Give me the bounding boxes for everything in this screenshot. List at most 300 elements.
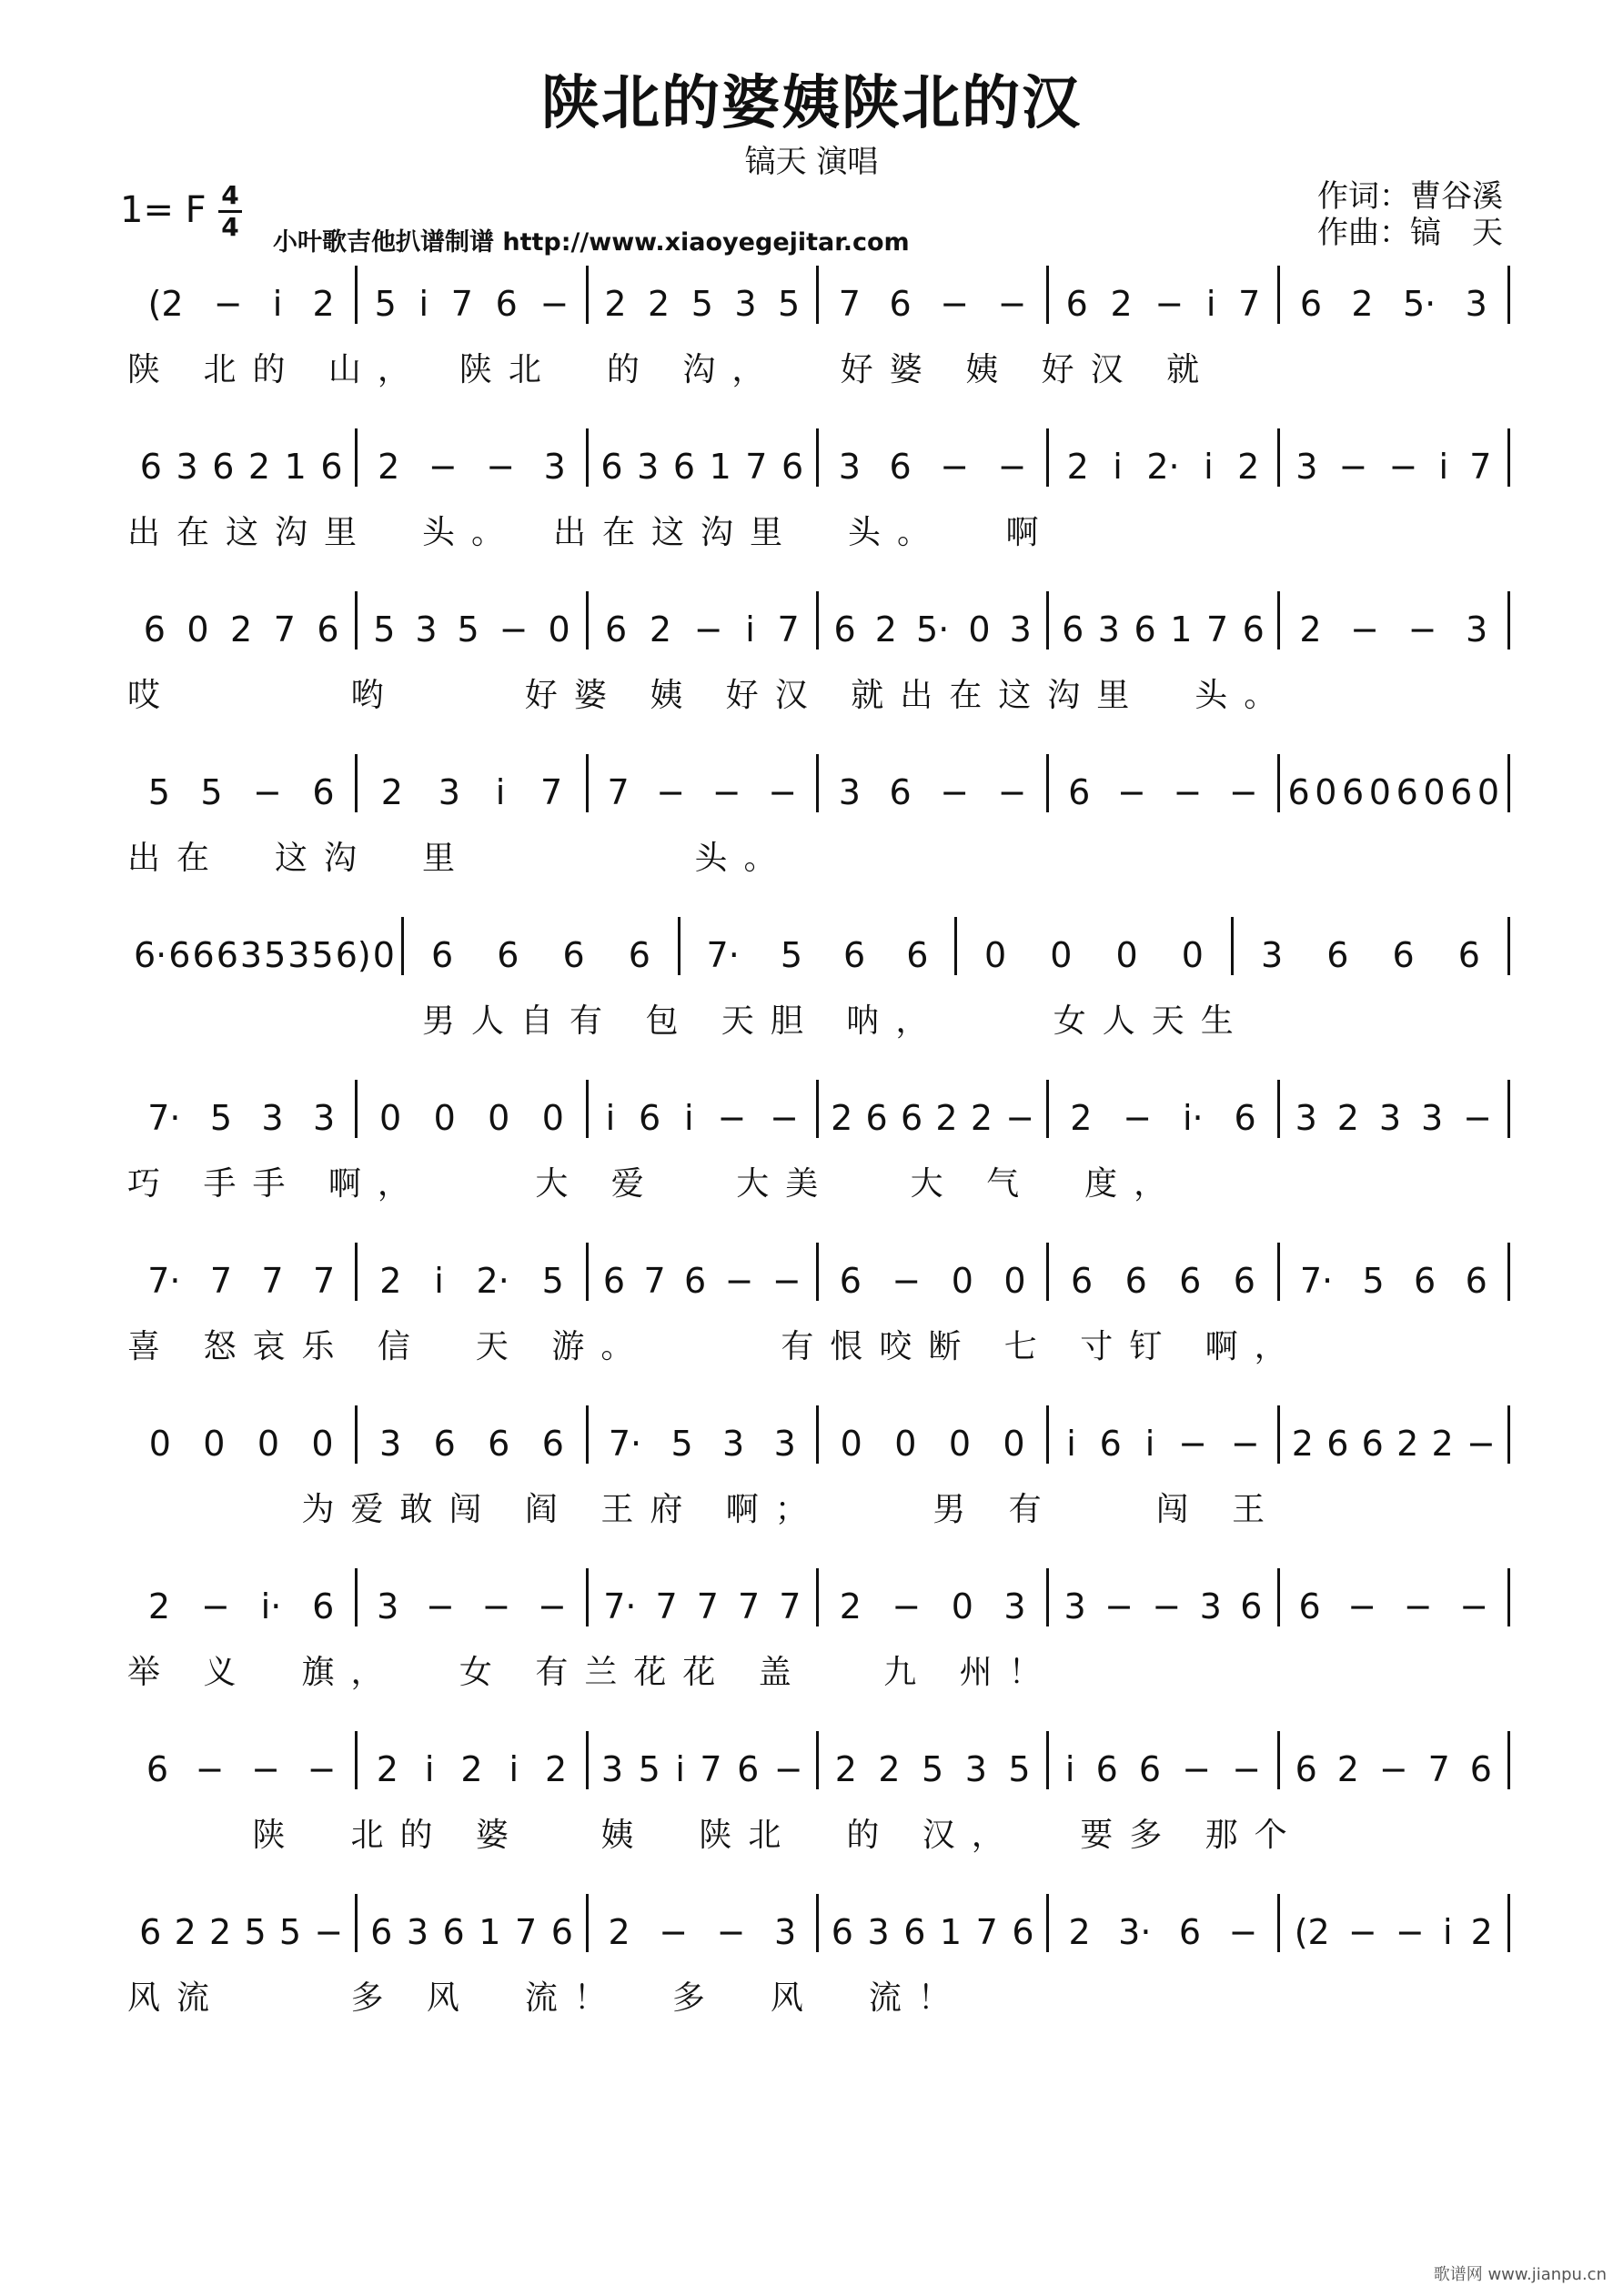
measure xyxy=(680,917,957,975)
note: − xyxy=(717,1098,747,1138)
note: 3 xyxy=(239,935,263,975)
note: − xyxy=(940,447,970,487)
note: − xyxy=(771,1261,801,1301)
note: 2 xyxy=(1336,1749,1359,1789)
performer-credit: 镐天 演唱 xyxy=(744,144,879,180)
note: 6 xyxy=(737,1749,760,1789)
note: 6 xyxy=(541,1424,564,1464)
note: − xyxy=(693,609,723,650)
measure xyxy=(1280,1568,1510,1626)
note: 7 xyxy=(745,447,768,487)
note: 3 xyxy=(838,447,861,487)
note: 6 xyxy=(1233,1261,1255,1301)
measure xyxy=(1049,1243,1279,1301)
note: 2 xyxy=(376,1749,398,1789)
note: 3 xyxy=(1261,935,1284,975)
note: 0 xyxy=(951,1586,973,1626)
note: − xyxy=(1152,1586,1182,1626)
note: − xyxy=(1228,1912,1258,1952)
note: 2 xyxy=(230,609,253,650)
note: 7 xyxy=(1238,284,1261,324)
note: 3 xyxy=(734,284,757,324)
note: 6 xyxy=(1469,1749,1492,1789)
measure xyxy=(358,1894,588,1952)
composer-credit: 作曲：镐 天 xyxy=(1317,215,1503,251)
notes-line xyxy=(127,1080,1510,1143)
measure xyxy=(1049,1080,1279,1138)
note: 2 xyxy=(834,1749,857,1789)
note: 0 xyxy=(257,1424,280,1464)
note: − xyxy=(659,1912,689,1952)
measure xyxy=(358,1731,588,1789)
measure xyxy=(819,266,1049,324)
measure xyxy=(819,1731,1049,1789)
measure xyxy=(819,1405,1049,1464)
measure xyxy=(127,754,358,812)
note: 3 xyxy=(379,1424,402,1464)
measure xyxy=(1049,1568,1279,1626)
measure xyxy=(1049,1894,1279,1952)
note: 7· xyxy=(706,935,740,975)
note: i xyxy=(684,1098,694,1138)
measure xyxy=(127,1731,358,1789)
measure xyxy=(589,1568,819,1626)
note: 3 xyxy=(722,1424,745,1464)
note: 0 xyxy=(379,1098,402,1138)
score-system xyxy=(127,1080,1510,1216)
note: − xyxy=(428,447,458,487)
note: 0 xyxy=(968,609,991,650)
note: i xyxy=(675,1749,685,1789)
note: 6 xyxy=(1298,1586,1321,1626)
note: 3 xyxy=(637,447,660,487)
note: 7· xyxy=(603,1586,637,1626)
note: i xyxy=(495,772,506,812)
notes-line xyxy=(127,428,1510,492)
note: (2 xyxy=(1294,1912,1330,1952)
note: 6· xyxy=(134,935,167,975)
time-sig-top: 4 xyxy=(221,180,239,210)
note: 6 xyxy=(1287,772,1310,812)
note: 2 xyxy=(604,284,627,324)
note: − xyxy=(1466,1424,1496,1464)
note: i xyxy=(605,1098,616,1138)
note: − xyxy=(1232,1749,1262,1789)
note: 2 xyxy=(378,447,400,487)
note: 6 xyxy=(1326,1424,1349,1464)
note: − xyxy=(1338,447,1368,487)
note: 6 xyxy=(1450,772,1473,812)
note: 3 xyxy=(312,1098,336,1138)
note: 6 xyxy=(903,1912,926,1952)
note: 7 xyxy=(209,1261,233,1301)
note: 6 xyxy=(1392,935,1415,975)
note: i xyxy=(434,1261,444,1301)
note: − xyxy=(499,609,529,650)
note: 6 xyxy=(889,447,912,487)
lyrics-line: 男人自有 包 天胆 呐， 女人天生 xyxy=(127,1002,1250,1040)
measure xyxy=(127,1080,358,1138)
note: − xyxy=(773,1749,803,1789)
note: 2· xyxy=(1146,447,1180,487)
measure xyxy=(358,1405,588,1464)
note: 6 xyxy=(639,1098,661,1138)
note: 2 xyxy=(1299,609,1322,650)
note: 7 xyxy=(1427,1749,1450,1789)
note: 7 xyxy=(975,1912,998,1952)
note: − xyxy=(537,1586,567,1626)
note: − xyxy=(1347,1912,1377,1952)
note: 2 xyxy=(970,1098,993,1138)
note: 5 xyxy=(374,284,397,324)
note: i xyxy=(1064,1749,1075,1789)
note: 7 xyxy=(700,1749,722,1789)
note: i xyxy=(1204,447,1214,487)
note: 7 xyxy=(779,1586,801,1626)
note: 2 xyxy=(1351,284,1374,324)
note: 6 xyxy=(1099,1424,1122,1464)
watermark: 歌谱网 www.jianpu.cn xyxy=(1433,2265,1607,2284)
note: 2 xyxy=(1470,1912,1493,1952)
note: 6 xyxy=(1138,1749,1162,1789)
note: 3 xyxy=(176,447,198,487)
measure xyxy=(1280,1731,1510,1789)
note: 0 xyxy=(951,1261,973,1301)
note: 0 xyxy=(548,609,570,650)
note: − xyxy=(1350,609,1380,650)
measure xyxy=(819,1894,1049,1952)
note: − xyxy=(997,772,1027,812)
note: 3 xyxy=(377,1586,399,1626)
note: − xyxy=(425,1586,455,1626)
note: − xyxy=(1407,609,1437,650)
note: 0 xyxy=(1368,772,1391,812)
score-system xyxy=(127,1731,1510,1868)
note: 0 xyxy=(311,1424,334,1464)
notes-line xyxy=(127,1731,1510,1795)
note: 2 xyxy=(1068,1912,1091,1952)
measure xyxy=(1280,428,1510,487)
note: 5 xyxy=(311,935,334,975)
lyricist-credit: 作词：曹谷溪 xyxy=(1317,178,1503,215)
note: i· xyxy=(260,1586,282,1626)
note: 0 xyxy=(948,1424,972,1464)
measure xyxy=(358,754,588,812)
note: 6 xyxy=(433,1424,456,1464)
measure xyxy=(1049,266,1279,324)
note: 0 xyxy=(1003,1424,1025,1464)
note: 7 xyxy=(777,609,800,650)
note: 6 xyxy=(320,447,343,487)
score-system xyxy=(127,1568,1510,1705)
measure xyxy=(127,266,358,324)
note: 6 xyxy=(488,1424,510,1464)
note: 6 xyxy=(1095,1749,1118,1789)
note: 6 xyxy=(865,1098,888,1138)
note: 7 xyxy=(312,1261,336,1301)
note: 2 xyxy=(1110,284,1133,324)
measure xyxy=(589,591,819,650)
note: 7 xyxy=(1469,447,1492,487)
note: 3 xyxy=(773,1424,796,1464)
note: − xyxy=(770,1098,800,1138)
note: − xyxy=(253,772,282,812)
measure xyxy=(589,754,819,812)
note: 6 xyxy=(1062,609,1084,650)
note: − xyxy=(1116,772,1146,812)
note: − xyxy=(1463,1098,1492,1138)
note: 0 xyxy=(1423,772,1446,812)
note: 0 xyxy=(488,1098,510,1138)
note: 6 xyxy=(317,609,339,650)
measure xyxy=(1049,754,1279,812)
note: 6 xyxy=(1134,609,1156,650)
score-system xyxy=(127,1405,1510,1542)
note: 6 xyxy=(1361,1424,1384,1464)
note: 6 xyxy=(684,1261,707,1301)
note: 6 xyxy=(1240,1586,1263,1626)
note: i xyxy=(418,284,429,324)
note: 2 xyxy=(1431,1424,1454,1464)
note: 6 xyxy=(1295,1749,1317,1789)
lyrics-line: 出在这沟里 头。 出在这沟里 头。 啊 xyxy=(127,514,1055,551)
notes-line xyxy=(127,591,1510,655)
note: 6 xyxy=(889,284,912,324)
note: 6 xyxy=(146,1749,168,1789)
note: 1 xyxy=(479,1912,501,1952)
time-sig-bottom: 4 xyxy=(221,212,239,242)
note: 2 xyxy=(1336,1098,1359,1138)
note: 6 xyxy=(1179,1261,1202,1301)
measure xyxy=(589,1894,819,1952)
note: 2 xyxy=(935,1098,958,1138)
note: − xyxy=(1173,772,1203,812)
note: − xyxy=(892,1261,922,1301)
measure xyxy=(589,266,819,324)
note: 3 xyxy=(1009,609,1032,650)
note: 1 xyxy=(939,1912,963,1952)
time-signature xyxy=(218,182,242,241)
note: 6 xyxy=(1068,772,1091,812)
note: 5 xyxy=(638,1749,660,1789)
note: 0 xyxy=(1315,772,1337,812)
note: 6 xyxy=(843,935,866,975)
note: 2 xyxy=(380,772,403,812)
note: 0 xyxy=(148,1424,171,1464)
note: 7 xyxy=(643,1261,666,1301)
measure xyxy=(819,591,1049,650)
note: 2 xyxy=(878,1749,901,1789)
note: 3 xyxy=(1295,1098,1317,1138)
measure xyxy=(1280,591,1510,650)
note: 3 xyxy=(415,609,438,650)
note: 0 xyxy=(1003,1261,1026,1301)
note: 6 xyxy=(1342,772,1365,812)
measure xyxy=(1280,266,1510,324)
note: 6 xyxy=(628,935,650,975)
note: 6 xyxy=(602,1261,626,1301)
note: 7 xyxy=(655,1586,678,1626)
measure xyxy=(1049,428,1279,487)
measure xyxy=(819,1080,1049,1138)
note: i xyxy=(1066,1424,1076,1464)
measure xyxy=(589,1080,819,1138)
note: − xyxy=(1228,772,1258,812)
notes-line xyxy=(127,917,1510,981)
note: 7 xyxy=(540,772,563,812)
note: 6 xyxy=(562,935,585,975)
note: 6 xyxy=(1414,1261,1437,1301)
note: 0 xyxy=(984,935,1007,975)
note: 3 xyxy=(406,1912,428,1952)
measure xyxy=(127,1894,358,1952)
measure xyxy=(1280,1405,1510,1464)
notes-line xyxy=(127,1405,1510,1469)
note: i xyxy=(1205,284,1216,324)
note: 2 xyxy=(379,1261,402,1301)
note: 2· xyxy=(476,1261,509,1301)
measure xyxy=(127,1243,358,1301)
note: 6 xyxy=(833,609,856,650)
measure xyxy=(1280,1894,1510,1952)
note: 6 xyxy=(497,935,519,975)
note: i xyxy=(272,284,283,324)
note: 3 xyxy=(774,1912,797,1952)
note: − xyxy=(711,772,741,812)
lyrics-line: 陕 北的 婆 姨 陕北 的 汉， 要多 那个 xyxy=(127,1817,1304,1854)
note: − xyxy=(1005,1098,1035,1138)
note: 5 xyxy=(1362,1261,1385,1301)
note: 6 xyxy=(1457,935,1480,975)
note: 6 xyxy=(1178,1912,1202,1952)
note: (2 xyxy=(147,284,184,324)
note: − xyxy=(892,1586,922,1626)
measure xyxy=(127,591,358,650)
note: 7 xyxy=(696,1586,719,1626)
note: 3 xyxy=(964,1749,987,1789)
measure xyxy=(589,1405,819,1464)
note: 7 xyxy=(838,284,861,324)
note: 0 xyxy=(1050,935,1073,975)
note: 6 xyxy=(1065,284,1088,324)
note: 5 xyxy=(244,1912,267,1952)
note: 7 xyxy=(607,772,630,812)
note: 5 xyxy=(691,284,713,324)
note: 7 xyxy=(514,1912,538,1952)
measure xyxy=(127,1405,358,1464)
note: − xyxy=(539,284,570,324)
measure xyxy=(404,917,680,975)
note: 2 xyxy=(1070,1098,1093,1138)
note: 2 xyxy=(1237,447,1260,487)
notes-line xyxy=(127,266,1510,329)
score-system xyxy=(127,428,1510,565)
score-system xyxy=(127,917,1510,1053)
key-signature: 1= F xyxy=(120,189,207,231)
measure xyxy=(1280,1243,1510,1301)
note: 5 xyxy=(457,609,479,650)
measure xyxy=(127,1568,358,1626)
note: 3 xyxy=(1378,1098,1402,1138)
measure xyxy=(819,754,1049,812)
note: 0 xyxy=(541,1098,564,1138)
note: 3 xyxy=(287,935,310,975)
note: 0 xyxy=(372,935,395,975)
page-title: 陕北的婆姨陕北的汉 xyxy=(541,70,1082,137)
measure xyxy=(358,1568,588,1626)
note: 5 xyxy=(780,935,802,975)
note: 6 xyxy=(889,772,912,812)
note: 6) xyxy=(335,935,371,975)
note: 6 xyxy=(143,609,166,650)
note: 0 xyxy=(433,1098,456,1138)
measure xyxy=(1234,917,1510,975)
note: − xyxy=(1178,1424,1207,1464)
note: 6 xyxy=(370,1912,393,1952)
note: − xyxy=(1378,1749,1408,1789)
note: − xyxy=(997,284,1027,324)
measure xyxy=(589,1731,819,1789)
note: 0 xyxy=(1477,772,1500,812)
note: 2 xyxy=(247,447,271,487)
note: 5 xyxy=(200,772,223,812)
measure xyxy=(127,917,404,975)
note: 6 xyxy=(900,1098,923,1138)
note: 5 xyxy=(541,1261,564,1301)
note: − xyxy=(940,284,970,324)
note: − xyxy=(314,1912,344,1952)
notes-line xyxy=(127,1894,1510,1958)
note: 3 xyxy=(1420,1098,1444,1138)
note: 6 xyxy=(139,447,162,487)
note: 6 xyxy=(906,935,929,975)
score-system xyxy=(127,591,1510,728)
note: 2 xyxy=(831,1098,853,1138)
note: 5 xyxy=(670,1424,693,1464)
measure xyxy=(358,1080,588,1138)
note: 6 xyxy=(431,935,454,975)
note: 6 xyxy=(312,772,335,812)
note: 5 xyxy=(147,772,170,812)
note: 6 xyxy=(1465,1261,1487,1301)
note: i xyxy=(1113,447,1123,487)
note: − xyxy=(251,1749,280,1789)
note: 2 xyxy=(209,1912,232,1952)
note: 7· xyxy=(147,1261,181,1301)
note: 6 xyxy=(1326,935,1349,975)
note: i xyxy=(1442,1912,1453,1952)
note: 6 xyxy=(192,935,215,975)
note: 2 xyxy=(874,609,897,650)
note: 5 xyxy=(922,1749,944,1789)
measure xyxy=(1280,1080,1510,1138)
measure xyxy=(358,1243,588,1301)
note: 5 xyxy=(1008,1749,1031,1789)
note: 6 xyxy=(839,1261,862,1301)
note: 6 xyxy=(600,447,623,487)
note: 6 xyxy=(1012,1912,1034,1952)
note: 2 xyxy=(649,609,672,650)
note: 6 xyxy=(1234,1098,1256,1138)
note: i xyxy=(1438,447,1449,487)
note: − xyxy=(1104,1586,1134,1626)
note: 6 xyxy=(1071,1261,1094,1301)
note: 6 xyxy=(1242,609,1265,650)
measure xyxy=(1280,754,1510,812)
note: 6 xyxy=(495,284,518,324)
note: − xyxy=(1347,1586,1377,1626)
note: 2 xyxy=(174,1912,197,1952)
